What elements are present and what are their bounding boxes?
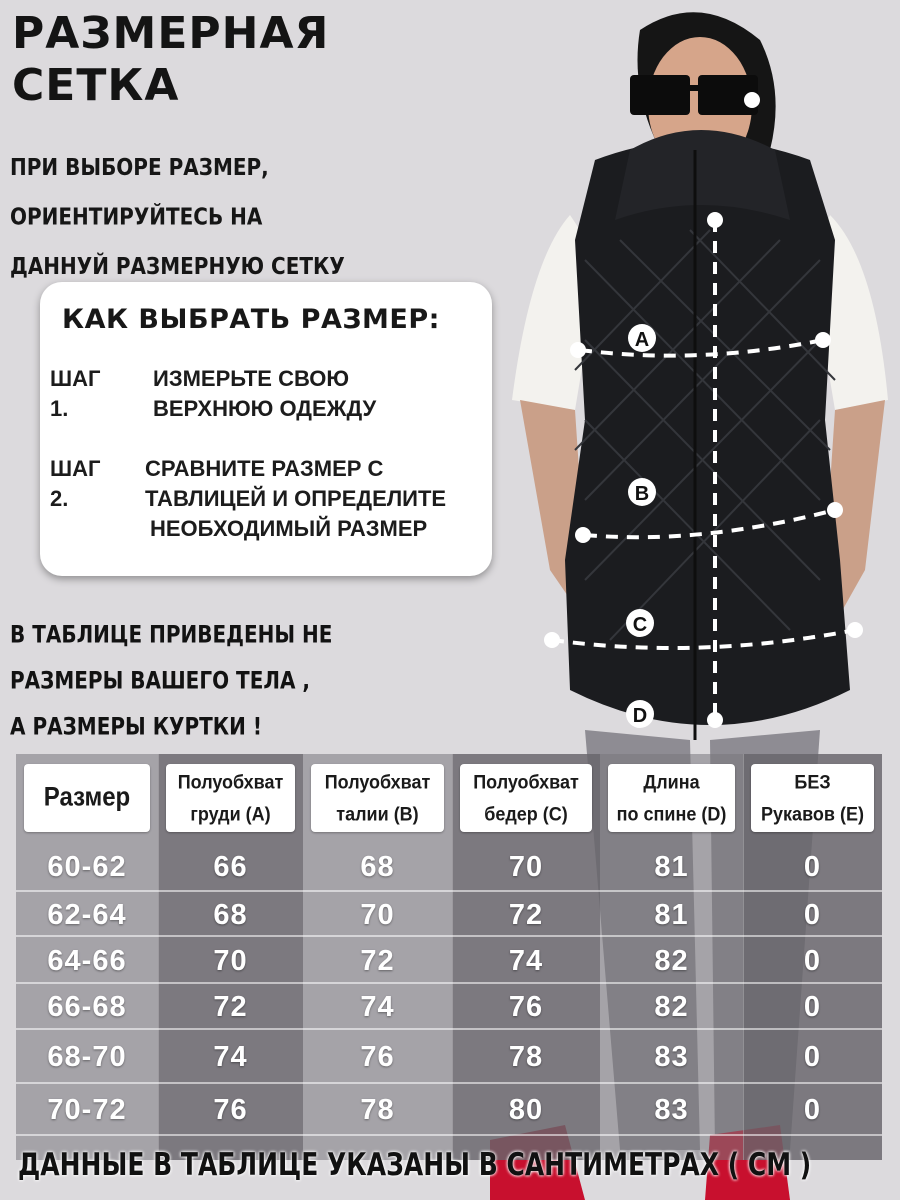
measurement-cell: 74	[360, 991, 395, 1023]
measurement-cell: 0	[803, 944, 822, 977]
measurement-cell: 70	[213, 944, 248, 977]
measurement-cell: 0	[803, 898, 822, 931]
header-line-2: талии (В)	[336, 803, 419, 825]
marker-a	[628, 324, 656, 352]
marker-c	[626, 609, 654, 637]
measurement-cell: 82	[654, 991, 689, 1023]
step-2-line-1: СРАВНИТЕ РАЗМЕР С	[145, 456, 384, 481]
measurement-cell: 72	[360, 944, 395, 977]
table-row-divider	[16, 890, 882, 892]
size-cell: 66-68	[47, 991, 127, 1023]
header-line-1: Полуобхват	[324, 771, 431, 793]
header-line-1: Длина	[643, 771, 700, 793]
measurement-cell: 83	[654, 1094, 689, 1126]
table-row-divider	[16, 935, 882, 937]
table-header-cell	[24, 764, 150, 832]
measurement-cell: 70	[360, 898, 395, 931]
step-2-line-2: ТАВЛИЦЕЙ И ОПРЕДЕЛИТЕ	[145, 486, 447, 511]
table-row-divider	[16, 1134, 882, 1136]
table-note	[10, 612, 332, 750]
hint-line-1: ПРИ ВЫБОРЕ РАЗМЕР,	[10, 153, 269, 181]
measurement-cell: 76	[360, 1041, 395, 1073]
step-2-line-3: НЕОБХОДИМЫЙ РАЗМЕР	[150, 516, 428, 541]
measurement-cell: 81	[654, 898, 689, 931]
header-line-1: Размер	[43, 782, 131, 813]
measurement-cell: 70	[508, 851, 544, 883]
measurement-cell: 83	[654, 1041, 689, 1073]
table-header-cell	[608, 764, 735, 832]
step-2-label: ШАГ 2.	[50, 456, 101, 511]
how-to-card	[40, 282, 492, 576]
svg-text:C: C	[632, 614, 648, 636]
marker-b	[628, 478, 656, 506]
card-title: КАК ВЫБРАТЬ РАЗМЕР:	[62, 304, 440, 335]
title-line-1: РАЗМЕРНАЯ	[12, 8, 330, 59]
header-line-2: Рукавов (Е)	[761, 803, 864, 825]
step-1-label: ШАГ 1.	[50, 366, 101, 421]
units-footer: ДАННЫЕ В ТАБЛИЦЕ УКАЗАНЫ В САНТИМЕТРАХ ( СМ )	[18, 1146, 812, 1183]
size-table	[16, 754, 882, 1160]
table-header-cell	[166, 764, 295, 832]
page-title	[12, 8, 329, 112]
note-line-1: В ТАБЛИЦЕ ПРИВЕДЕНЫ НЕ	[10, 620, 333, 649]
size-cell: 64-66	[47, 944, 127, 977]
measurement-cell: 68	[213, 898, 248, 931]
measurement-cell: 76	[508, 991, 544, 1023]
svg-text:B: B	[634, 483, 650, 505]
svg-text:A: A	[634, 329, 650, 351]
table-header-cell	[460, 764, 592, 832]
header-line-1: Полуобхват	[177, 771, 284, 793]
size-cell: 70-72	[47, 1094, 127, 1126]
hint-line-2: ОРИЕНТИРУЙТЕСЬ НА	[10, 202, 263, 231]
measurement-cell: 0	[803, 1041, 822, 1073]
size-cell: 62-64	[47, 898, 127, 931]
measurement-cell: 66	[213, 851, 248, 883]
measurement-cell: 72	[508, 898, 544, 931]
table-header-cell	[751, 764, 874, 832]
measurement-cell: 81	[654, 851, 689, 883]
measurement-cell: 0	[803, 1094, 822, 1126]
measurement-cell: 78	[508, 1041, 544, 1073]
header-line-2: бедер (С)	[484, 803, 568, 825]
hint-line-3: ДАННУЙ РАЗМЕРНУЮ СЕТКУ	[10, 252, 345, 280]
table-header-cell	[311, 764, 444, 832]
measurement-cell: 80	[508, 1094, 544, 1126]
measurement-cell: 76	[213, 1094, 248, 1126]
size-hint	[10, 143, 345, 291]
marker-d	[626, 700, 654, 728]
measurement-cell: 82	[654, 944, 689, 977]
table-row-divider	[16, 1082, 882, 1084]
size-cell: 68-70	[47, 1041, 127, 1073]
note-line-3: А РАЗМЕРЫ КУРТКИ !	[10, 712, 262, 741]
title-line-2: СЕТКА	[12, 60, 180, 111]
header-line-1: Полуобхват	[473, 771, 579, 793]
table-row-divider	[16, 1028, 882, 1030]
measurement-cell: 0	[803, 991, 822, 1023]
table-grid	[16, 754, 882, 1160]
measurement-cell: 68	[360, 851, 395, 883]
size-cell: 60-62	[47, 851, 127, 883]
measurement-cell: 78	[360, 1094, 395, 1126]
table-row-divider	[16, 982, 882, 984]
note-line-2: РАЗМЕРЫ ВАШЕГО ТЕЛА ,	[10, 666, 311, 695]
header-line-1: БЕЗ	[794, 771, 831, 793]
measurement-cell: 74	[213, 1041, 248, 1073]
step-1-line-2: ВЕРХНЮЮ ОДЕЖДУ	[153, 396, 377, 421]
measurement-cell: 72	[213, 991, 248, 1023]
svg-text:D: D	[632, 705, 648, 727]
step-1-line-1: ИЗМЕРЬТЕ СВОЮ	[153, 366, 350, 391]
measurement-cell: 0	[803, 851, 822, 883]
header-line-2: по спине (D)	[616, 803, 727, 825]
header-line-2: груди (А)	[190, 803, 271, 825]
measurement-cell: 74	[508, 944, 544, 977]
